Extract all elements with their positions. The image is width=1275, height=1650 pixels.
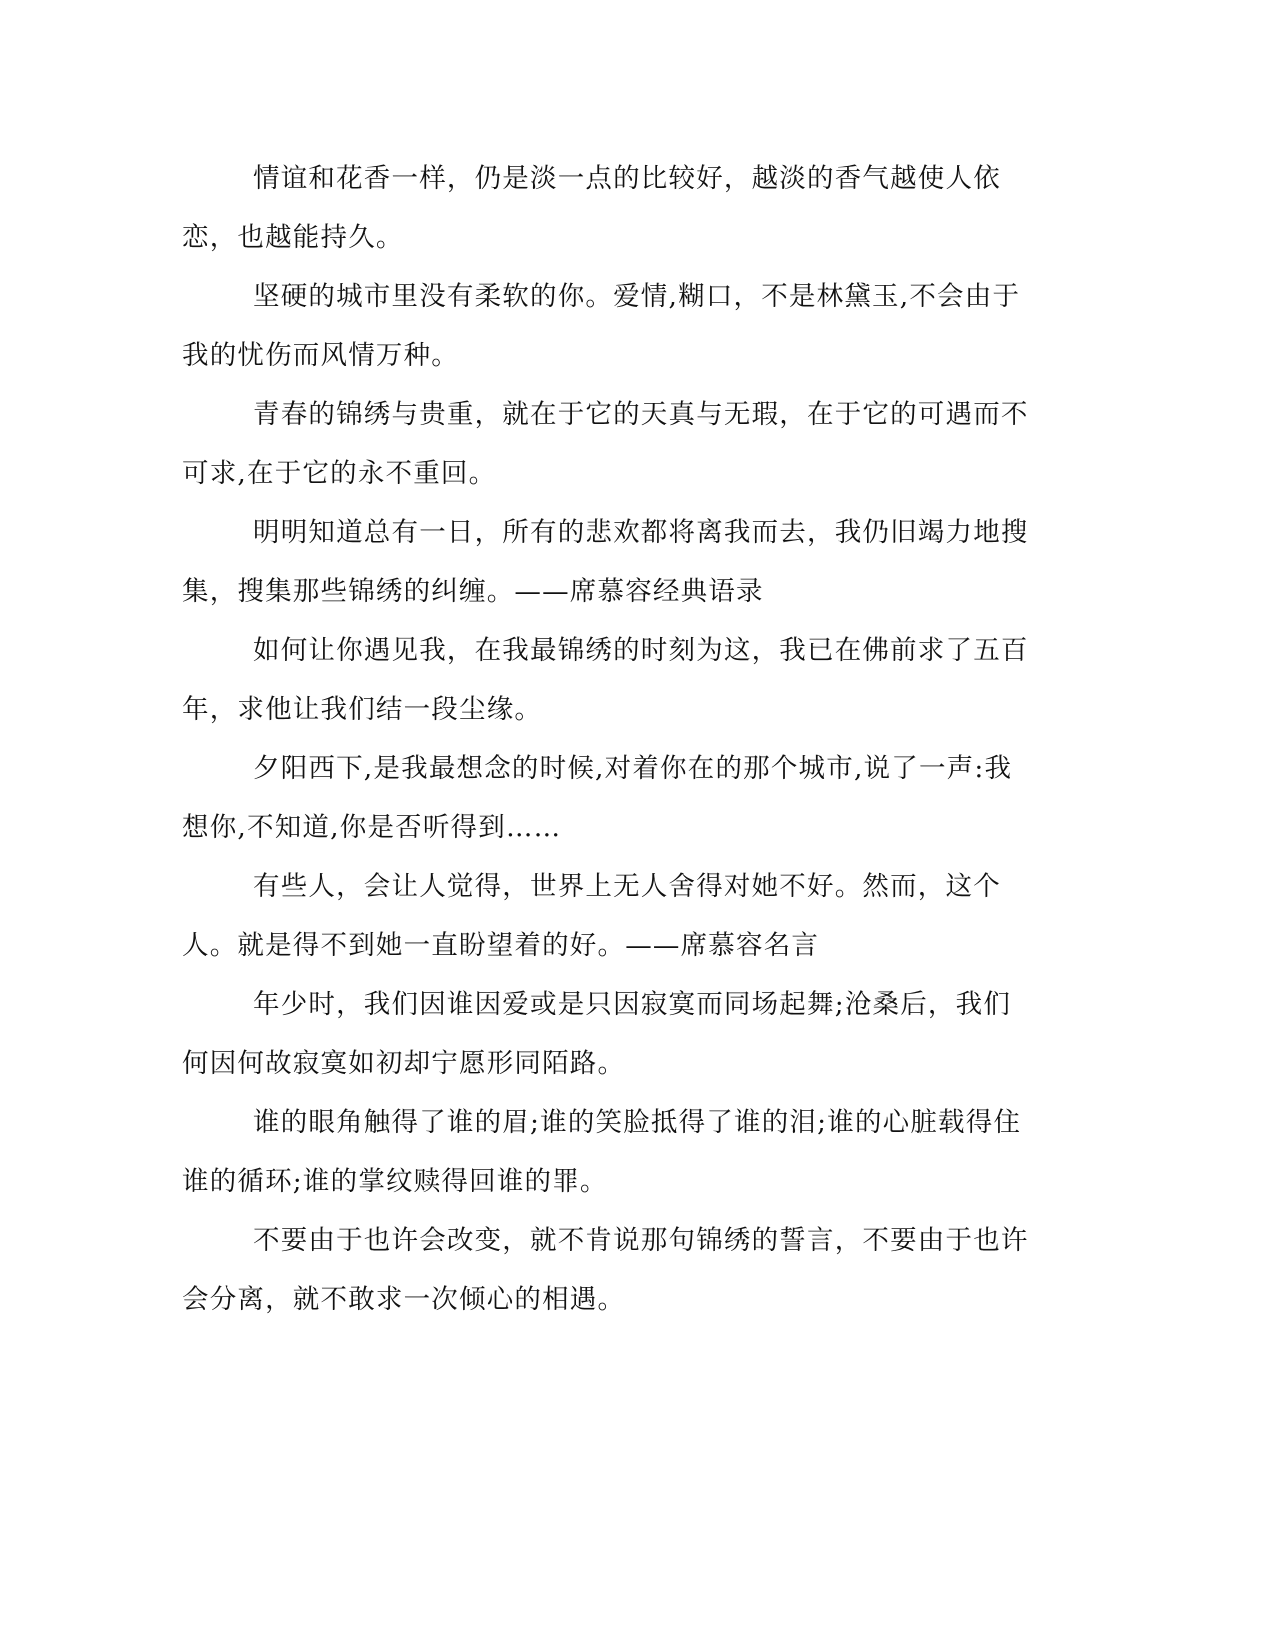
paragraph-8: 年少时，我们因谁因爱或是只因寂寞而同场起舞;沧桑后，我们何因何故寂寞如初却宁愿形同陌路。	[182, 989, 1012, 1079]
document-body	[182, 149, 1032, 1329]
paragraph-3: 青春的锦绣与贵重，就在于它的天真与无瑕，在于它的可遇而不可求,在于它的永不重回。	[182, 399, 1029, 489]
paragraph-7: 有些人，会让人觉得，世界上无人舍得对她不好。然而，这个人。就是得不到她一直盼望着的好。——席慕容名言	[182, 871, 1001, 961]
paragraph-5: 如何让你遇见我，在我最锦绣的时刻为这，我已在佛前求了五百年，求他让我们结一段尘缘。	[182, 635, 1029, 725]
paragraph-6: 夕阳西下,是我最想念的时候,对着你在的那个城市,说了一声:我想你,不知道,你是否听得到……	[182, 753, 1013, 843]
paragraph-9: 谁的眼角触得了谁的眉;谁的笑脸抵得了谁的泪;谁的心脏载得住谁的循环;谁的掌纹赎得回谁的罪。	[182, 1107, 1022, 1197]
paragraph-2: 坚硬的城市里没有柔软的你。爱情,糊口，不是林黛玉,不会由于我的忧伤而风情万种。	[182, 281, 1021, 371]
paragraph-4: 明明知道总有一日，所有的悲欢都将离我而去，我仍旧竭力地搜集，搜集那些锦绣的纠缠。——席慕容经典语录	[182, 517, 1029, 607]
paragraph-10: 不要由于也许会改变，就不肯说那句锦绣的誓言，不要由于也许会分离，就不敢求一次倾心的相遇。	[182, 1225, 1029, 1315]
paragraph-1: 情谊和花香一样，仍是淡一点的比较好，越淡的香气越使人依恋，也越能持久。	[182, 163, 1001, 253]
